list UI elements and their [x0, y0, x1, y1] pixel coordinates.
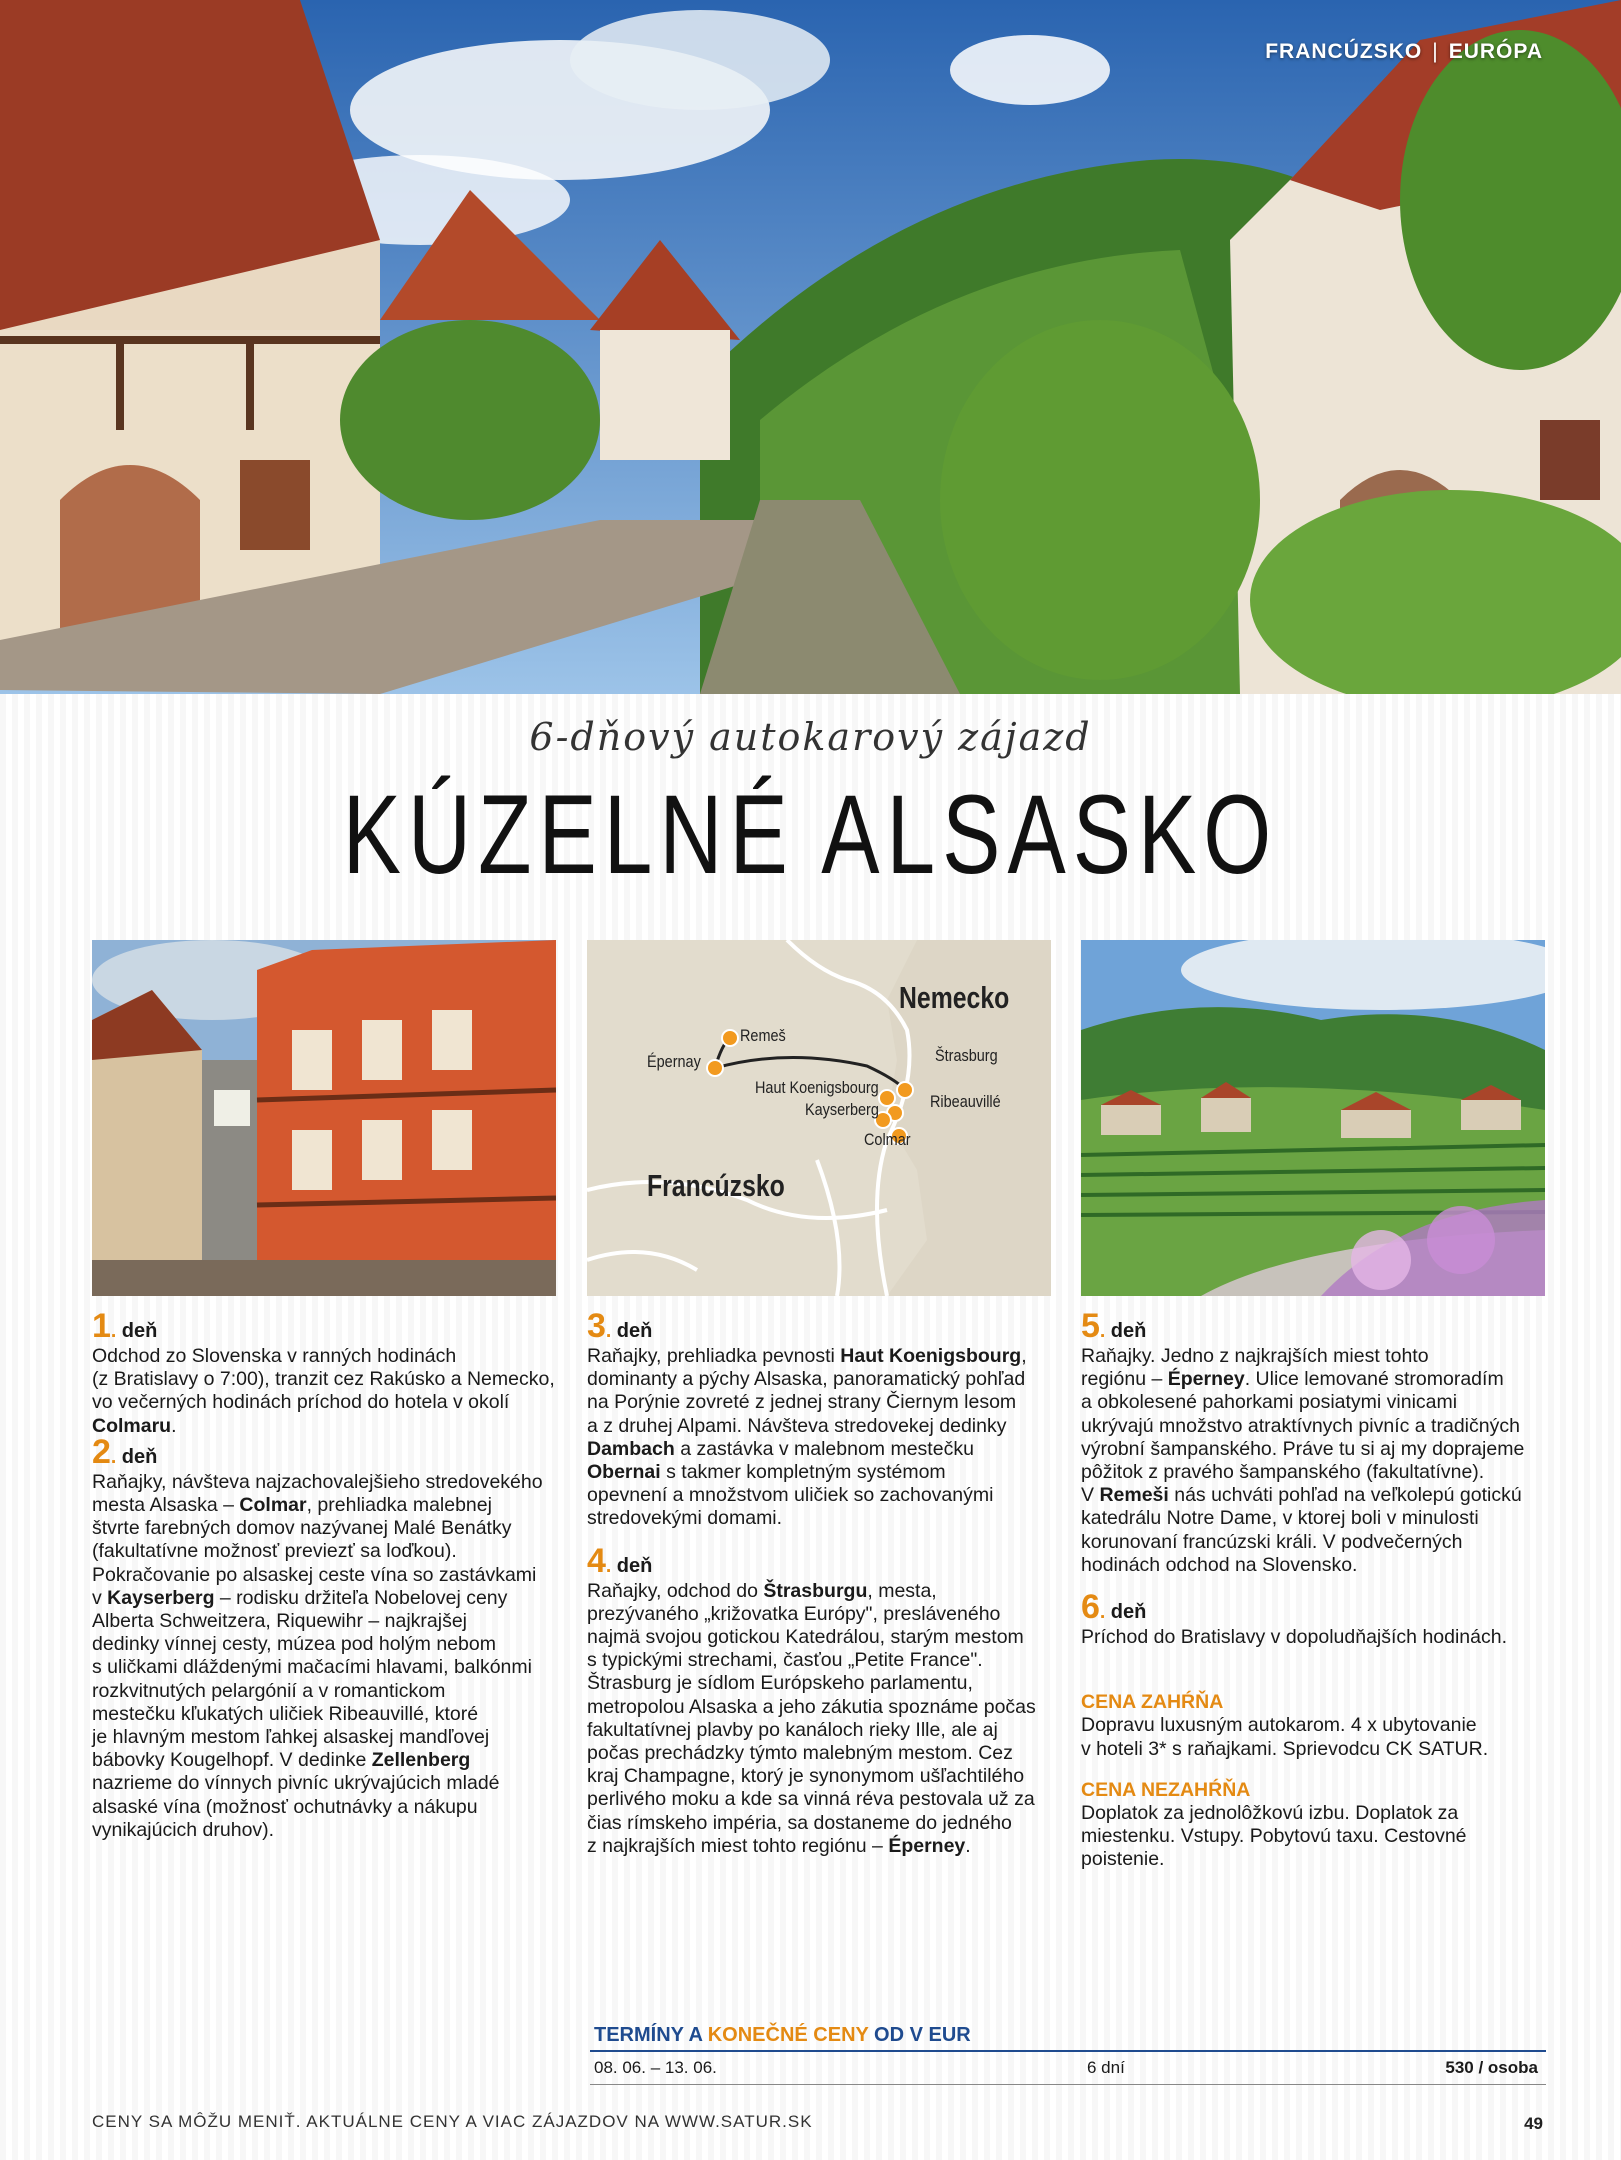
day-5-dot: . — [1099, 1320, 1106, 1342]
day-2-number: 2 — [92, 1432, 111, 1471]
day-6-label: deň — [1110, 1601, 1147, 1624]
hero-illustration — [0, 0, 1621, 694]
colmar-street-photo — [92, 940, 556, 1296]
day-4-dot: . — [605, 1554, 612, 1577]
day-3-number: 3 — [587, 1307, 606, 1345]
day-6 — [1081, 1588, 1551, 1649]
day-5-text: Raňajky. Jedno z najkrajších miest tohto regiónu – Éperney. Ulice lemované stromoradím a obkolesené pahorkami posiatymi vinicami ukrývajú množstvo atraktívnych pivníc a tradičných výrobní šampanského. Práve tu si aj my doprajeme pôžitok z pravého šampanského (fakultatívne). V Remeši nás uchváti pohľad na veľkolepú gotickú katedrálu Notre Dame, v ktorej boli v minulosti korunovaní francúzski králi. V podvečerných hodinách odchod na Slovensko. — [1081, 1345, 1525, 1576]
map-country-france: Francúzsko — [647, 1168, 785, 1203]
day-5 — [1081, 1307, 1551, 1577]
day-4-number: 4 — [587, 1541, 606, 1580]
day-1-dot: . — [110, 1320, 117, 1342]
term-duration: 6 dní — [1087, 2058, 1125, 2077]
day-2-heading — [92, 1432, 562, 1471]
region-separator: | — [1432, 40, 1439, 63]
day-6-number: 6 — [1081, 1588, 1100, 1627]
day-1-text: Odchod zo Slovenska v ranných hodinách (z Bratislavy o 7:00), tranzit cez Rakúsko a Nemecko, vo večerných hodinách príchod do hotela v okolí Colmaru. — [92, 1345, 555, 1437]
page-number: 49 — [1524, 2114, 1543, 2133]
day-4-text: Raňajky, odchod do Štrasburgu, mesta, prezývaného „križovatka Európy", presláveného najmä svojou gotickou Katedrálou, starým mestom s typickými strechami, časťou „Petite France". Štrasburg je sídlom Európskeho parlamentu, metropolou Alsaska a jeho zákutia spoznáme počas fakultatívnej plavby po kanáloch rieky Ille, ale aj počas prechádzky týmto malebným mestom. Cez kraj Champagne, ktorý je synonymom ušľachtilého perlivého moku a kde sa vinná réva pestovala už za čias rímskeho impéria, sa dostaneme do jedného z najkrajších miest tohto regiónu – Éperney. — [587, 1579, 1036, 1857]
day-1 — [92, 1307, 562, 1438]
day-1-number: 1 — [92, 1307, 111, 1345]
day-4 — [587, 1541, 1057, 1858]
term-price: 530 / osoba — [1445, 2058, 1538, 2077]
itinerary-column-3 — [1081, 1307, 1551, 1872]
terms-heading-part1: TERMÍNY A — [594, 2024, 708, 2046]
price-included-heading: CENA ZAHŔŇA — [1081, 1691, 1224, 1714]
hero-photo — [0, 0, 1621, 694]
day-2-text: Raňajky, návšteva najzachovalejšieho stredovekého mesta Alsaska – Colmar, prehliadka malebnej štvrte farebných domov nazývanej Malé Benátky (fakultatívne možnosť previezť sa loďkou). Pokračovanie po alsaskej ceste vína so zastávkami v Kayserberg – rodisku držiteľa Nobelovej ceny Alberta Schweitzera, Riquewihr – najkrajšej dedinky vínnej cesty, múzea pod holým nebom s uličkami dláždenými mačacími hlavami, balkónmi rozkvitnutých pelargónií a v romantickom mestečku kľukatých uličiek Ribeauvillé, ktoré je hlavným mestom ľahkej alsaskej mandľovej bábovky Kougelhopf. V dedinke Zellenberg nazrieme do vínnych pivníc ukrývajúcich mladé alsaské vína (možnosť ochutnávky a nákupu vynikajúcich druhov). — [92, 1470, 543, 1841]
map-city-colmar: Colmar — [864, 1130, 911, 1149]
day-3-text: Raňajky, prehliadka pevnosti Haut Koenigsbourg, dominanty a pýchy Alsaska, panoramatický pohľad na Porýnie zovreté z jednej strany Čiernym lesom a z druhej Alpami. Návšteva stredovekej dedinky Dambach a zastávka v malebnom mestečku Obernai s takmer kompletným systémom opevnení a množstvom uličiek so zachovanými stredovekými domami. — [587, 1345, 1027, 1530]
day-1-heading — [92, 1307, 562, 1345]
itinerary-column-2 — [587, 1307, 1057, 1858]
day-4-heading — [587, 1541, 1057, 1580]
day-3-label: deň — [616, 1320, 653, 1342]
terms-row-divider — [590, 2084, 1546, 2085]
footer-note: CENY SA MÔŽU MENIŤ. AKTUÁLNE CENY A VIAC ZÁJAZDOV NA WWW.SATUR.SK — [92, 2112, 813, 2131]
map-city-ribeauville: Ribeauvillé — [930, 1092, 1001, 1111]
price-included-text: Dopravu luxusným autokarom. 4 x ubytovanie v hoteli 3* s raňajkami. Sprievodcu CK SATUR. — [1081, 1714, 1489, 1760]
day-3 — [587, 1307, 1057, 1531]
terms-heading-part2: KONEČNÉ CENY — [707, 2024, 869, 2046]
map-city-haut-koenigsbourg: Haut Koenigsbourg — [755, 1078, 879, 1097]
day-5-label: deň — [1110, 1320, 1147, 1342]
day-6-text: Príchod do Bratislavy v dopoludňajších hodinách. — [1081, 1626, 1508, 1649]
term-date: 08. 06. – 13. 06. — [594, 2058, 717, 2077]
day-4-label: deň — [616, 1554, 653, 1577]
map-city-epernay: Épernay — [647, 1052, 701, 1071]
region-tag — [1265, 40, 1543, 64]
map-city-strasburg: Štrasburg — [935, 1046, 998, 1065]
region-continent: EURÓPA — [1448, 40, 1543, 63]
map-country-germany: Nemecko — [899, 980, 1010, 1015]
price-excluded-heading: CENA NEZAHŔŇA — [1081, 1778, 1251, 1801]
day-1-label: deň — [121, 1320, 158, 1342]
day-6-dot: . — [1099, 1601, 1106, 1624]
day-6-heading — [1081, 1588, 1551, 1627]
terms-heading — [594, 2024, 971, 2047]
day-2-dot: . — [110, 1445, 117, 1468]
vineyard-village-photo — [1081, 940, 1545, 1296]
day-2-label: deň — [121, 1445, 158, 1468]
day-3-dot: . — [605, 1320, 612, 1342]
day-3-heading — [587, 1307, 1057, 1345]
price-excluded-text: Doplatok za jednolôžkovú izbu. Doplatok za miestenku. Vstupy. Pobytovú taxu. Cestovné poistenie. — [1081, 1802, 1467, 1871]
trip-title: KÚZELNÉ ALSASKO — [342, 772, 1279, 897]
terms-divider — [590, 2050, 1546, 2052]
map-city-kayserberg: Kayserberg — [805, 1100, 879, 1119]
trip-subtitle: 6-dňový autokarový zájazd — [529, 715, 1092, 759]
day-5-heading — [1081, 1307, 1551, 1345]
map-city-remes: Remeš — [740, 1026, 786, 1045]
terms-heading-part3: OD V EUR — [868, 2024, 971, 2046]
itinerary-column-1 — [92, 1307, 562, 1842]
route-map — [587, 940, 1051, 1296]
region-country: FRANCÚZSKO — [1265, 40, 1423, 63]
day-5-number: 5 — [1081, 1307, 1100, 1345]
day-2 — [92, 1432, 562, 1842]
